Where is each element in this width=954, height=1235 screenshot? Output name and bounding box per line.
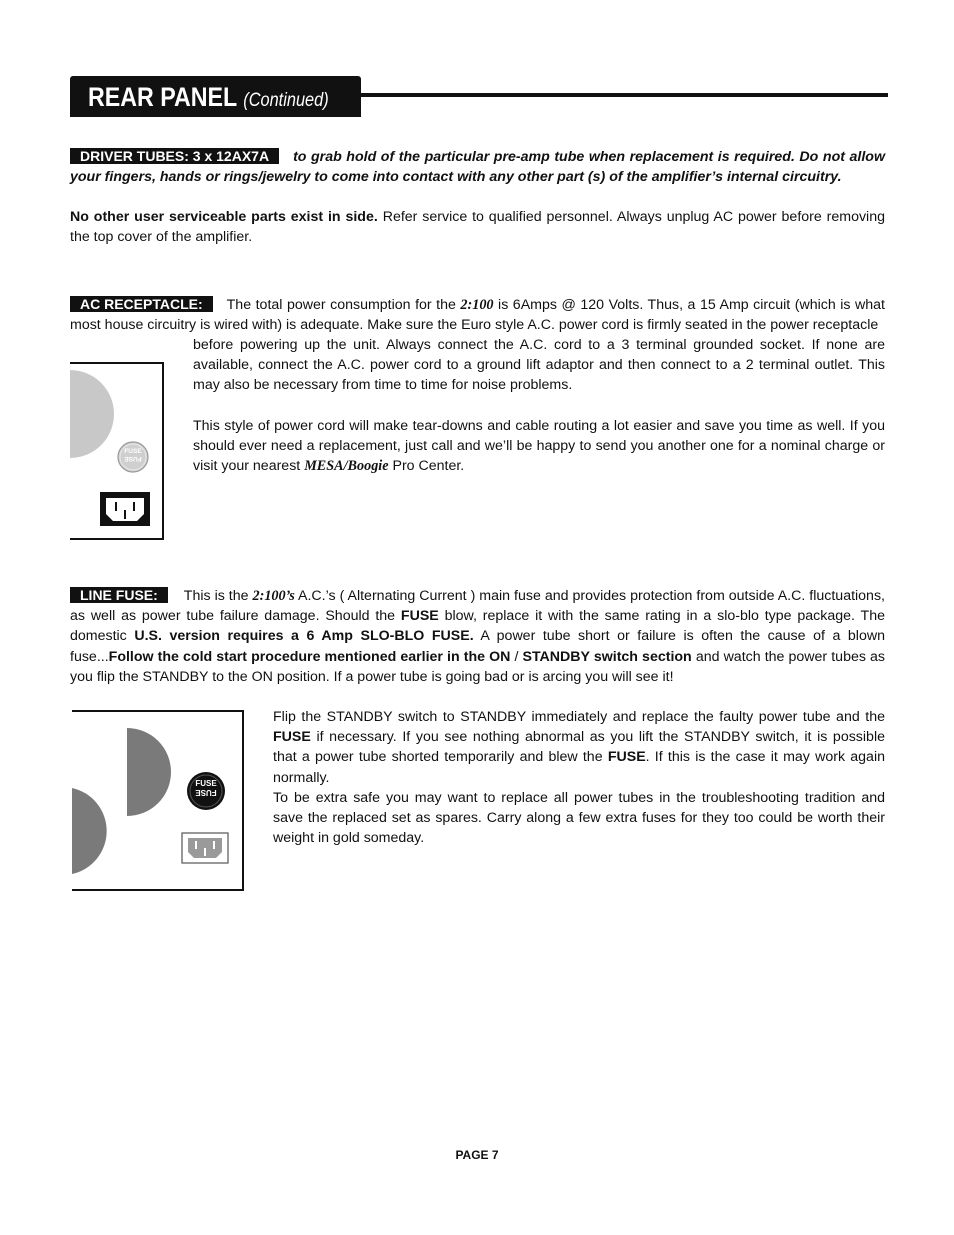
header-rule xyxy=(361,93,888,97)
lf-p2-b: if necessary. If you see nothing abnormal as you lift the STANDBY switch, it is possible that a power tube shorted temporarily and blew the xyxy=(273,729,885,766)
fuse-label-bottom-2: FUSE xyxy=(195,788,217,797)
line-fuse-illustration xyxy=(72,710,244,891)
service-bold: No other user serviceable parts exist in side. xyxy=(70,209,378,225)
lf-text-b: A.C.’s ( Alternating Current ) main fuse and provides protection from outside A.C. fluctuations, as well as power tube failure damage. Should the xyxy=(70,588,885,625)
lf-text-d: A power tube short or failure is often the cause of a blown fuse... xyxy=(70,628,885,665)
lf-bold-cold-start: Follow the cold start procedure mentioned earlier in the ON xyxy=(108,648,511,665)
section-title-main: REAR PANEL xyxy=(88,82,237,112)
ac-p3-a: This style of power cord will make tear-downs and cable routing a lot easier and save you time as well. If you should ever need a replacement, just call and we’ll be happy to send you another one for a nominal charge or visit your nearest xyxy=(193,418,885,475)
line-fuse-p3: To be extra safe you may want to replace all power tubes in the troubleshooting tradition and save the replaced set as spares. Carry along a few extra fuses for they too could be worth their weight in gold someday. xyxy=(273,790,885,847)
driver-tubes-paragraph xyxy=(70,147,885,187)
brand-name: MESA/Boogie xyxy=(304,458,389,475)
section-title xyxy=(88,80,329,118)
service-text: Refer service to qualified personnel. Always unplug AC power before removing the top cover of the amplifier. xyxy=(70,209,885,246)
line-fuse-tag: LINE FUSE: xyxy=(70,587,168,603)
fuse-label-top: FUSE xyxy=(124,448,142,455)
lf-text-e: and watch the power tubes as you flip the STANDBY to the ON position. If a power tube is going bad or is arcing you will see it! xyxy=(70,648,886,685)
fuse-label-bottom: FUSE xyxy=(124,455,142,462)
lf-p2-fuse1: FUSE xyxy=(273,729,311,746)
model-name-possessive: 2:100’s xyxy=(252,588,295,604)
page-number: PAGE 7 xyxy=(455,1148,499,1162)
lf-bold-standby: STANDBY switch section xyxy=(522,648,692,665)
section-title-sub: (Continued) xyxy=(243,90,329,111)
service-paragraph xyxy=(70,207,885,247)
ac-p3-b: Pro Center. xyxy=(388,458,465,475)
lf-text-a: This is the xyxy=(183,588,253,604)
tube-socket-shape xyxy=(70,370,114,458)
lf-p2-fuse2: FUSE xyxy=(607,749,646,766)
lf-slash: / xyxy=(510,648,523,665)
fuse-label-top-2: FUSE xyxy=(195,779,217,788)
tube-socket-shape-upper xyxy=(127,728,171,816)
fuse-holder-icon xyxy=(118,442,148,472)
lf-text-c: blow, replace it with the same rating in a slo-blo type package. The domestic xyxy=(70,608,885,645)
driver-tubes-text: to grab hold of the particular pre-amp tube when replacement is required. Do not allow your fingers, hands or rings/jewelry to come into contact with any other part (s) of the amplifier’s internal circuitry. xyxy=(70,149,885,186)
ac-text-a: The total power consumption for the xyxy=(226,297,461,313)
fuse-holder-icon-2 xyxy=(187,772,225,810)
iec-inlet-icon-2 xyxy=(182,833,228,863)
lf-fuse-bold: FUSE xyxy=(400,608,439,625)
model-name: 2:100 xyxy=(460,297,494,313)
ac-receptacle-p3 xyxy=(193,416,885,477)
ac-receptacle-illustration xyxy=(70,362,164,540)
ac-receptacle-tag: AC RECEPTACLE: xyxy=(70,296,213,312)
lf-bold-us-version: U.S. version requires a 6 Amp SLO-BLO FUSE. xyxy=(134,628,474,645)
line-fuse-p2 xyxy=(273,707,885,788)
tube-socket-shape-lower xyxy=(72,788,107,874)
ac-receptacle-intro xyxy=(70,295,885,335)
rear-panel-graphic-2 xyxy=(72,712,242,889)
rear-panel-graphic xyxy=(70,364,162,538)
ac-text-b: is 6Amps @ 120 Volts. Thus, a 15 Amp circuit (which is what most house circuitry is wired with) is adequate. Make sure the Euro style A.C. power cord is firmly seated in the power receptacle xyxy=(70,297,886,334)
ac-receptacle-p2: before powering up the unit. Always connect the A.C. cord to a 3 terminal grounded socket. If none are available, connect the A.C. power cord to a ground lift adaptor and then connect to a 2 terminal outlet. This may also be necessary from time to time for noise problems. xyxy=(193,337,885,394)
driver-tubes-tag: DRIVER TUBES: 3 x 12AX7A xyxy=(70,148,279,164)
line-fuse-intro xyxy=(70,586,885,687)
lf-p2-c: . If this is the case it may work again normally. xyxy=(273,749,885,786)
iec-inlet-icon xyxy=(100,492,150,526)
lf-p2-a: Flip the STANDBY switch to STANDBY immediately and replace the faulty power tube and the xyxy=(273,709,885,725)
